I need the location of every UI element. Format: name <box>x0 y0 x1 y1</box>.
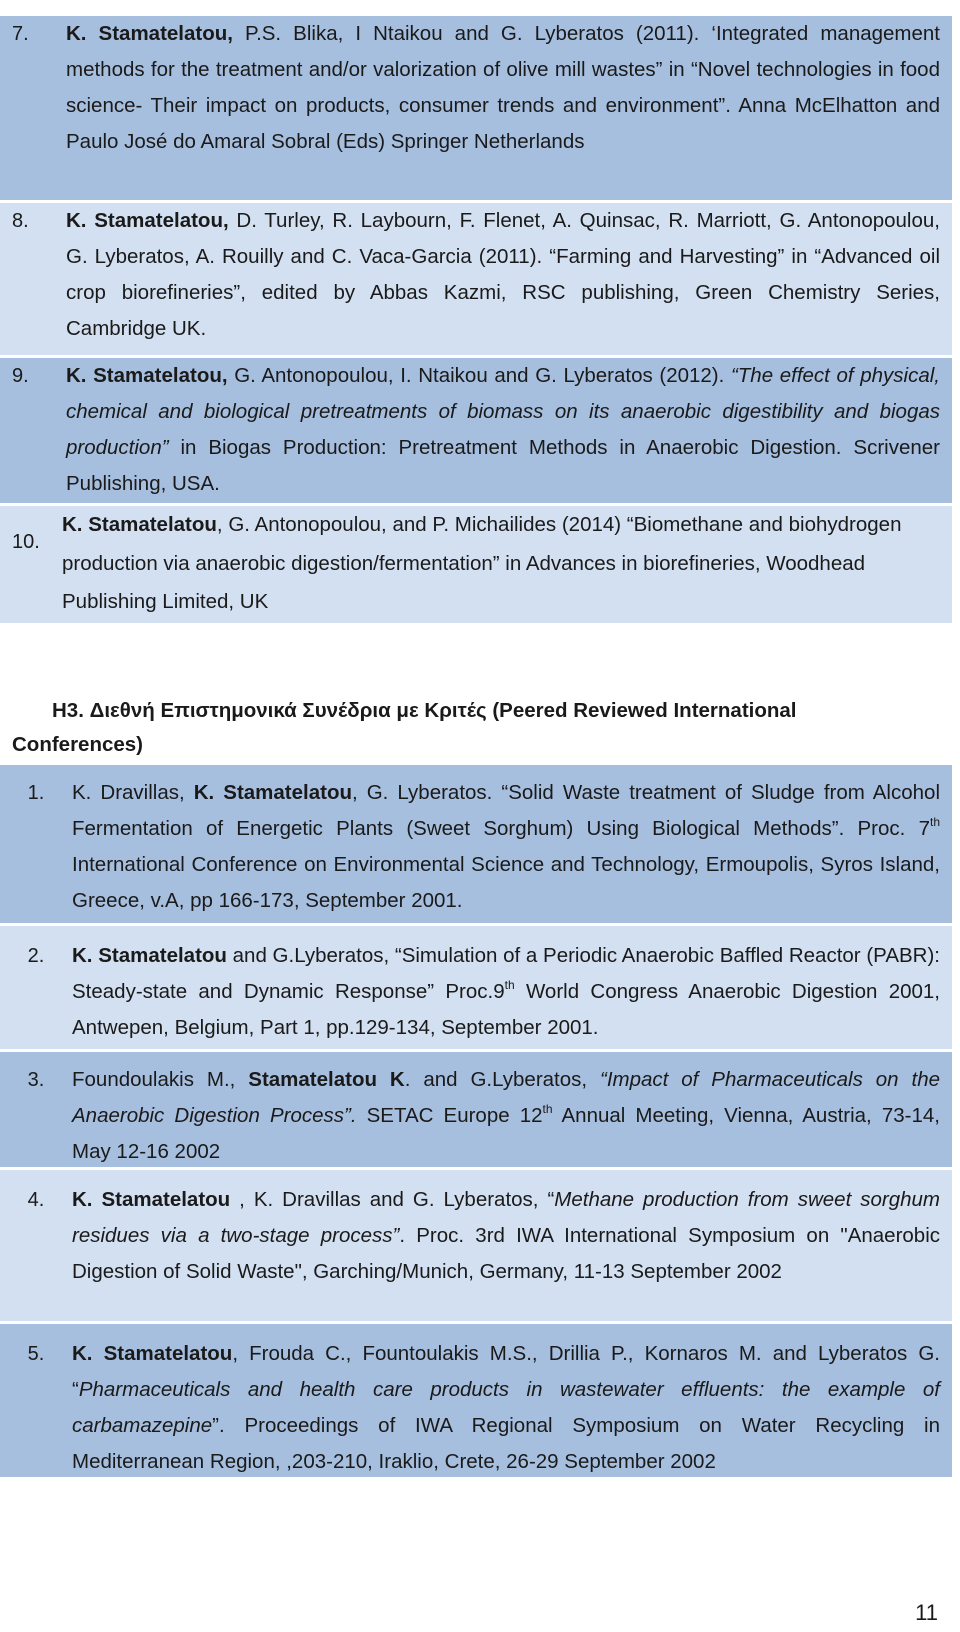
reference-text <box>72 775 952 919</box>
author-name: K. Stamatelatou <box>72 1188 231 1211</box>
reference-detail: G. Antonopoulou, I. Ntaikou and G. Lyberatos (2012). <box>227 364 731 387</box>
reference-detail: . and G.Lyberatos, <box>404 1068 601 1091</box>
item-number: 1. <box>27 782 45 804</box>
reference-detail: in Biogas Production: Pretreatment Methods in Anaerobic Digestion. Scrivener Publishing, USA. <box>66 436 940 495</box>
reference-detail: Foundoulakis M., <box>72 1068 249 1091</box>
author-name: K. Stamatelatou <box>72 944 227 967</box>
reference-title: “The effect of physical, chemical and biological pretreatments of biomass on its anaerobic digestibility and biogas production” <box>66 364 940 459</box>
section-heading-line: H3. Διεθνή Επιστημονικά Συνέδρια με Κριτές (Peered Reviewed International <box>52 699 797 722</box>
reference-text <box>62 506 952 622</box>
table-row <box>0 503 952 623</box>
reference-text <box>72 1062 952 1170</box>
reference-detail: Annual Meeting, Vienna, Austria, 73-14, May 12-16 2002 <box>72 1104 940 1163</box>
reference-detail: . Proc. 3rd IWA International Symposium on "Anaerobic Digestion of Solid Waste", Garching/Munich, Germany, 11-13 September 2002 <box>72 1224 941 1283</box>
superscript: th <box>542 1102 553 1116</box>
superscript: th <box>929 815 940 829</box>
reference-detail: World Congress Anaerobic Digestion 2001, Antwepen, Belgium, Part 1, pp.129-134, September 2001. <box>72 980 940 1039</box>
table-row <box>0 355 952 503</box>
reference-detail: P.S. Blika, I Ntaikou and G. Lyberatos (2011). ‘Integrated management methods for the treatment and/or valorization of olive mill wastes” in “Novel technologies in food science- Their impact on products, consumer trends and environment”. Anna McElhatton and Paulo José do Amaral Sobral (Eds) Springer Netherlands <box>66 22 940 153</box>
reference-detail: , K. Dravillas and G. Lyberatos, “ <box>230 1188 555 1211</box>
reference-detail: and G.Lyberatos, “Simulation of a Periodic Anaerobic Baffled Reactor (PABR): Steady-state and Dynamic Response” Proc.9 <box>72 944 940 1003</box>
page-number: 11 <box>915 1600 938 1625</box>
item-number: 9. <box>12 365 29 387</box>
reference-text <box>72 938 952 1046</box>
table-row <box>0 16 952 200</box>
book-chapters-table <box>0 16 952 623</box>
item-number: 7. <box>12 23 29 45</box>
item-number: 4. <box>27 1189 45 1211</box>
reference-detail: SETAC Europe 12 <box>356 1104 543 1127</box>
reference-detail: , G. Lyberatos. “Solid Waste treatment of Sludge from Alcohol Fermentation of Energetic Plants (Sweet Sorghum) Using Biological Methods”. Proc. 7 <box>72 781 940 840</box>
reference-text <box>72 1182 952 1290</box>
item-number: 2. <box>27 945 45 967</box>
reference-detail: K. Dravillas, <box>72 781 194 804</box>
table-row <box>0 1321 952 1477</box>
reference-detail: , Frouda C., Fountoulakis M.S., Drillia P., Kornaros M. and Lyberatos G. “ <box>72 1342 940 1401</box>
reference-title: Pharmaceuticals and health care products in wastewater effluents: the example of carbamazepine <box>72 1378 940 1437</box>
reference-title: “Impact of Pharmaceuticals on the Anaerobic Digestion Process”. <box>72 1068 940 1127</box>
reference-detail: International Conference on Environmental Science and Technology, Ermoupolis, Syros Island, Greece, v.A, pp 166-173, September 2001. <box>72 853 940 912</box>
item-number: 3. <box>27 1069 45 1091</box>
table-row <box>0 765 952 923</box>
item-number: 8. <box>12 210 29 232</box>
author-name: K. Stamatelatou <box>193 781 352 804</box>
section-heading <box>12 694 932 762</box>
reference-detail: , G. Antonopoulou, and P. Michailides (2014) “Biomethane and biohydrogen production via anaerobic digestion/fermentation” in Advances in biorefineries, Woodhead Publishing Limited, UK <box>62 513 902 613</box>
reference-title: Methane production from sweet sorghum residues via a two-stage process” <box>72 1188 940 1247</box>
reference-text <box>66 16 952 160</box>
table-row <box>0 1167 952 1321</box>
item-number: 10. <box>12 531 40 553</box>
item-number: 5. <box>27 1343 45 1365</box>
table-row <box>0 1049 952 1167</box>
author-name: K. Stamatelatou <box>72 1342 233 1365</box>
author-name: K. Stamatelatou, <box>66 364 228 387</box>
author-name: K. Stamatelatou <box>62 513 217 536</box>
author-name: K. Stamatelatou, <box>66 209 229 232</box>
author-name: K. Stamatelatou, <box>66 22 233 45</box>
superscript: th <box>504 978 515 992</box>
table-row <box>0 200 952 355</box>
section-heading-line: Conferences) <box>12 733 144 756</box>
table-row <box>0 923 952 1049</box>
conferences-table <box>0 765 952 1477</box>
reference-text <box>66 358 952 502</box>
author-name: Stamatelatou K <box>248 1068 405 1091</box>
reference-text <box>72 1336 952 1480</box>
reference-text <box>66 203 952 347</box>
reference-detail: ”. Proceedings of IWA Regional Symposium on Water Recycling in Mediterranean Region, ,203-210, Iraklio, Crete, 26-29 September 2002 <box>72 1414 940 1473</box>
reference-detail: D. Turley, R. Laybourn, F. Flenet, A. Quinsac, R. Marriott, G. Antonopoulou, G. Lyberatos, A. Rouilly and C. Vaca-Garcia (2011). “Farming and Harvesting” in “Advanced oil crop biorefineries”, edited by Abbas Kazmi, RSC publishing, Green Chemistry Series, Cambridge UK. <box>66 209 940 340</box>
